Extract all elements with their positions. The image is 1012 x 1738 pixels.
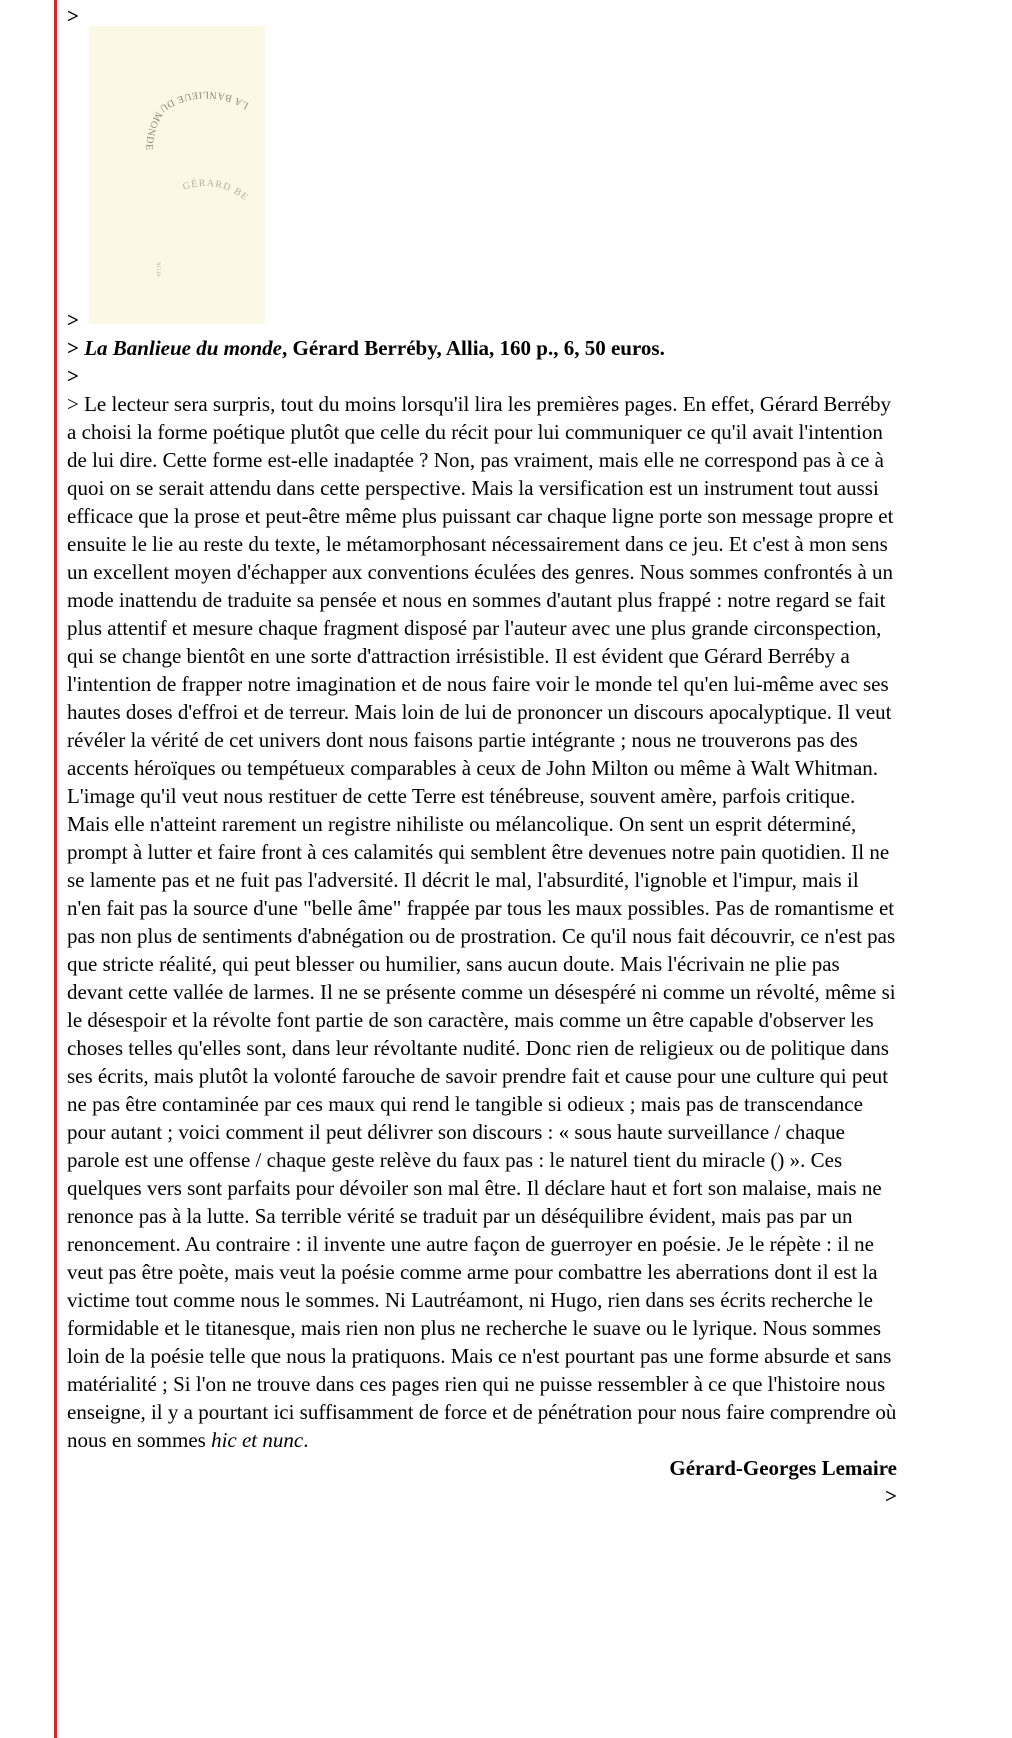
cover-publisher-text: ALLIA bbox=[155, 262, 160, 277]
end-marker: > bbox=[885, 1484, 897, 1508]
cover-author-text: GÉRARD BE bbox=[181, 177, 251, 204]
left-margin-rule bbox=[54, 0, 57, 1738]
book-details: , Gérard Berréby, Allia, 160 p., 6, 50 euros. bbox=[282, 336, 665, 360]
cover-artwork bbox=[89, 26, 265, 324]
book-cover-image bbox=[89, 26, 265, 324]
book-title: La Banlieue du monde bbox=[84, 336, 282, 360]
quote-marker: > bbox=[67, 364, 79, 388]
review-closing-period: . bbox=[303, 1428, 309, 1452]
cover-title-text: LA BANLIEUE DU MONDE bbox=[143, 88, 251, 152]
author-signature: Gérard-Georges Lemaire bbox=[669, 1456, 897, 1480]
article-body-block bbox=[67, 306, 897, 1510]
book-reference bbox=[67, 334, 897, 362]
quote-marker: > bbox=[67, 4, 79, 28]
review-paragraph bbox=[67, 390, 897, 1454]
quote-marker: > bbox=[67, 308, 79, 332]
review-text: Le lecteur sera surpris, tout du moins lorsqu'il lira les premières pages. En effet, Gérard Berréby a choisi la forme poétique plutôt que celle du récit pour lui communiquer ce qu'il avait l'intention de lui dire. Cette forme est-elle inadaptée ? Non, pas vraiment, mais elle ne correspond pas à ce à quoi on se serait attendu dans cette perspective. Mais la versification est un instrument tout aussi efficace que la prose et peut-être même plus puissant car chaque ligne porte son message propre et ensuite le lie au reste du texte, le métamorphosant nécessairement dans ce jeu. Et c'est à mon sens un excellent moyen d'échapper aux conventions éculées des genres. Nous sommes confrontés à un mode inattendu de traduite sa pensée et nous en sommes d'autant plus frappé : notre regard se fait plus attentif et mesure chaque fragment disposé par l'auteur avec une plus grande circonspection, qui se change bientôt en une sorte d'attraction irrésistible. Il est évident que Gérard Berréby a l'intention de frapper notre imagination et de nous faire voir le monde tel qu'en lui-même avec ses hautes doses d'effroi et de terreur. Mais loin de lui de prononcer un discours apocalyptique. Il veut révéler la vérité de cet univers dont nous faisons partie intégrante ; nous ne trouverons pas des accents héroïques ou tempétueux comparables à ceux de John Milton ou même à Walt Whitman. L'image qu'il veut nous restituer de cette Terre est ténébreuse, souvent amère, parfois critique. Mais elle n'atteint rarement un registre nihiliste ou mélancolique. On sent un esprit déterminé, prompt à lutter et faire front à ces calamités qui semblent être devenues notre pain quotidien. Il ne se lamente pas et ne fuit pas l'adversité. Il décrit le mal, l'absurdité, l'ignoble et l'impur, mais il n'en fait pas la source d'une "belle âme" frappée par tous les maux possibles. Pas de romantisme et pas non plus de sentiments d'abnégation ou de prostration. Ce qu'il nous fait découvrir, ce n'est pas que stricte réalité, qui peut blesser ou humilier, sans aucun doute. Mais l'écrivain ne plie pas devant cette vallée de larmes. Il ne se présente comme un désespéré ni comme un révolté, même si le désespoir et la révolte font partie de son caractère, mais comme un être capable d'observer les choses telles qu'elles sont, dans leur révoltante nudité. Donc rien de religieux ou de politique dans ses écrits, mais plutôt la volonté farouche de savoir prendre fait et cause pour une culture qui peut ne pas être contaminée par ces maux qui rend le tangible si odieux ; mais pas de transcendance pour autant ; voici comment il peut délivrer son discours : « sous haute surveillance / chaque parole est une offense / chaque geste relève du faux pas : le naturel tient du miracle () ». Ces quelques vers sont parfaits pour dévoiler son mal être. Il déclare haut et fort son malaise, mais ne renonce pas à la lutte. Sa terrible vérité se traduit par un déséquilibre évident, mais pas par un renoncement. Au contraire : il invente une autre façon de guerroyer en poésie. Je le répète : il ne veut pas être poète, mais veut la poésie comme arme pour combattre les aberrations dont il est la victime tout comme nous le sommes. Ni Lautréamont, ni Hugo, rien dans ses écrits recherche le formidable et le titanesque, mais rien non plus ne recherche le suave ou le lyrique. Nous sommes loin de la poésie telle que nous la pratiquons. Mais ce n'est pourtant pas une forme absurde et sans matérialité ; Si l'on ne trouve dans ces pages rien qui ne puisse ressembler à ce que l'histoire nous enseigne, il y a pourtant ici suffisamment de force et de pénétration pour nous faire comprendre où nous en sommes bbox=[67, 392, 897, 1452]
quote-marker: > bbox=[67, 392, 85, 416]
review-closing-italic: hic et nunc bbox=[211, 1428, 304, 1452]
quote-marker: > bbox=[67, 336, 85, 360]
